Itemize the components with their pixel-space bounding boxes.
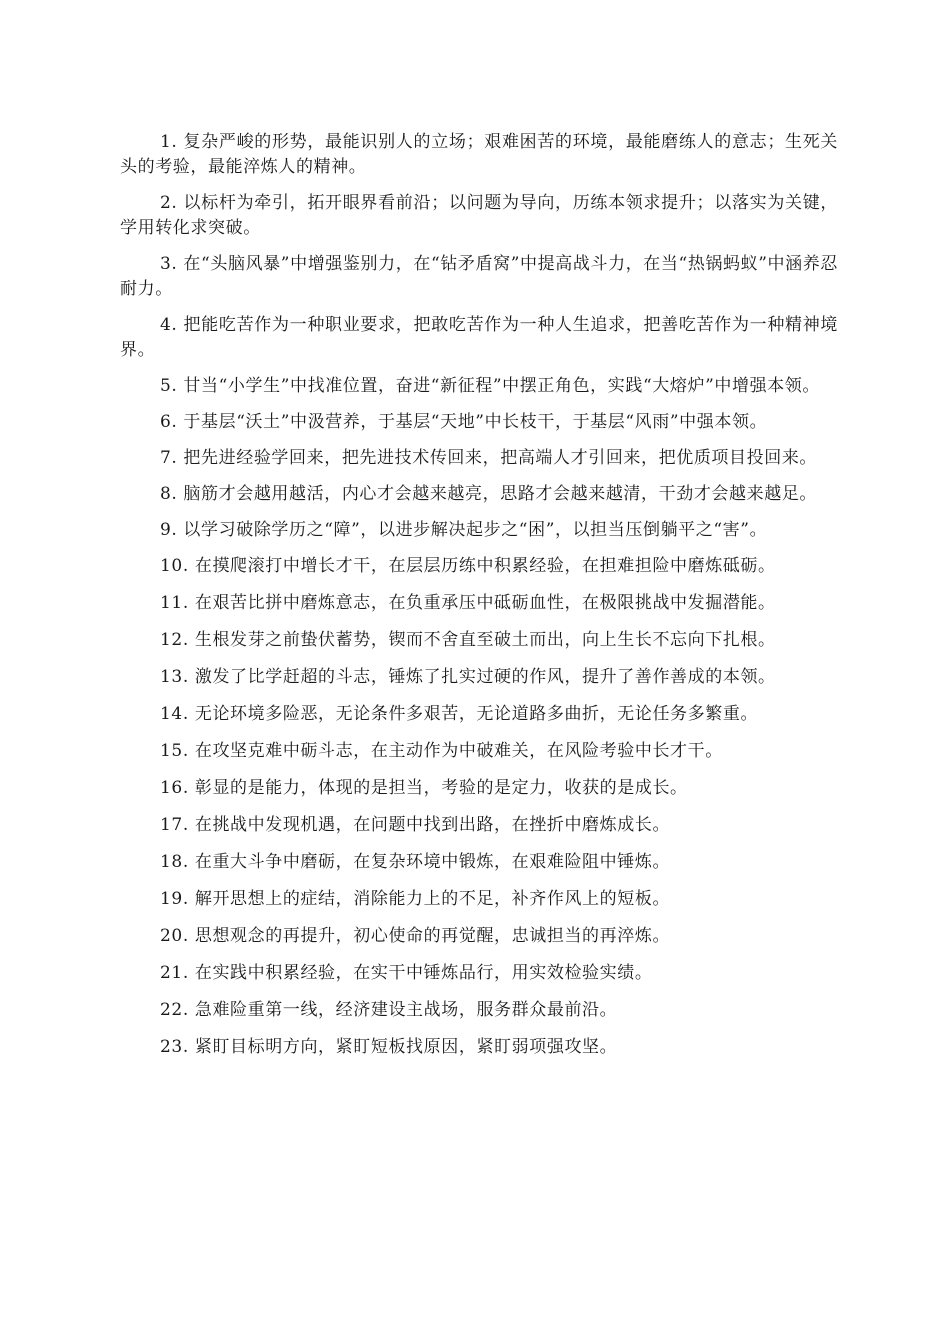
list-item-15: 15. 在攻坚克难中砺斗志，在主动作为中破难关，在风险考验中长才干。	[160, 741, 723, 761]
list-item-23: 23. 紧盯目标明方向，紧盯短板找原因，紧盯弱项强攻坚。	[160, 1037, 618, 1057]
list-item-7: 7. 把先进经验学回来，把先进技术传回来，把高端人才引回来，把优质项目投回来。	[160, 448, 818, 468]
list-item-2: 2. 以标杆为牵引，拓开眼界看前沿；以问题为导向，历练本领求提升；以落实为关键，学用转化求突破。	[120, 193, 838, 238]
list-item-6: 6. 于基层“沃土”中汲营养，于基层“天地”中长枝干，于基层“风雨”中强本领。	[160, 412, 768, 432]
list-item-5: 5. 甘当“小学生”中找准位置，奋进“新征程”中摆正角色，实践“大熔炉”中增强本领。	[160, 376, 820, 396]
list-item-3: 3. 在“头脑风暴”中增强鉴别力，在“钻矛盾窝”中提高战斗力，在当“热锅蚂蚁”中涵养忍耐力。	[120, 254, 838, 299]
list-item-12: 12. 生根发芽之前蛰伏蓄势，锲而不舍直至破土而出，向上生长不忘向下扎根。	[160, 630, 776, 650]
list-item-4: 4. 把能吃苦作为一种职业要求，把敢吃苦作为一种人生追求，把善吃苦作为一种精神境界。	[120, 315, 838, 360]
list-item-18: 18. 在重大斗争中磨砺，在复杂环境中锻炼，在艰难险阻中锤炼。	[160, 852, 671, 872]
list-item-8: 8. 脑筋才会越用越活，内心才会越来越亮，思路才会越来越清，干劲才会越来越足。	[160, 484, 818, 504]
list-item-10: 10. 在摸爬滚打中增长才干，在层层历练中积累经验，在担难担险中磨炼砥砺。	[160, 556, 776, 576]
list-item-20: 20. 思想观念的再提升，初心使命的再觉醒，忠诚担当的再淬炼。	[160, 926, 671, 946]
list-item-17: 17. 在挑战中发现机遇，在问题中找到出路，在挫折中磨炼成长。	[160, 815, 671, 835]
list-item-14: 14. 无论环境多险恶，无论条件多艰苦，无论道路多曲折，无论任务多繁重。	[160, 704, 759, 724]
list-item-1: 1. 复杂严峻的形势，最能识别人的立场；艰难困苦的环境，最能磨练人的意志；生死关头的考验，最能淬炼人的精神。	[120, 132, 838, 177]
list-item-22: 22. 急难险重第一线，经济建设主战场，服务群众最前沿。	[160, 1000, 618, 1020]
list-item-9: 9. 以学习破除学历之“障”，以进步解决起步之“困”，以担当压倒躺平之“害”。	[160, 520, 768, 540]
list-item-13: 13. 激发了比学赶超的斗志，锤炼了扎实过硬的作风，提升了善作善成的本领。	[160, 667, 776, 687]
list-item-11: 11. 在艰苦比拼中磨炼意志，在负重承压中砥砺血性，在极限挑战中发掘潜能。	[160, 593, 776, 613]
list-item-16: 16. 彰显的是能力，体现的是担当，考验的是定力，收获的是成长。	[160, 778, 688, 798]
list-item-21: 21. 在实践中积累经验，在实干中锤炼品行，用实效检验实绩。	[160, 963, 653, 983]
document-body	[120, 130, 838, 1072]
list-item-19: 19. 解开思想上的症结，消除能力上的不足，补齐作风上的短板。	[160, 889, 671, 909]
